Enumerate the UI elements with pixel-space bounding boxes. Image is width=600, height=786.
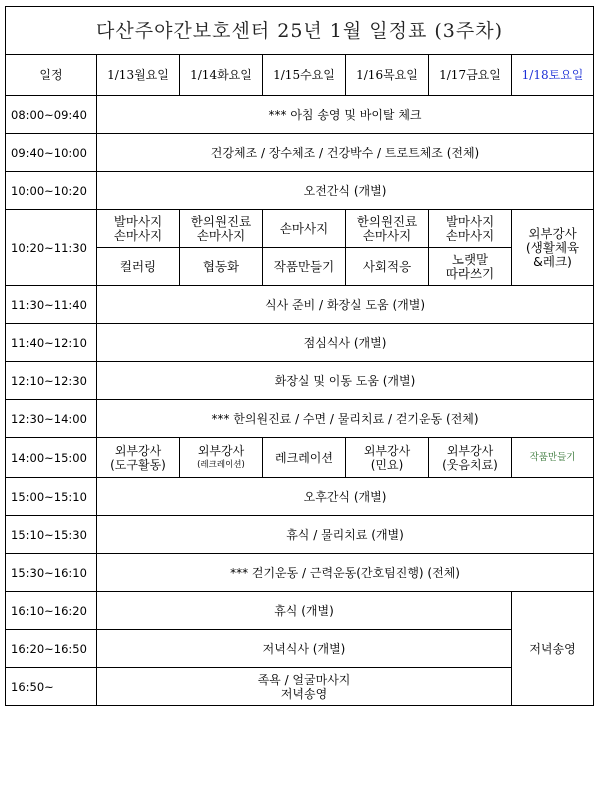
header-day-sat: 1/18토요일 bbox=[512, 55, 594, 96]
activity-cell-mon: 외부강사 (도구활동) bbox=[97, 438, 180, 478]
header-label: 일정 bbox=[6, 55, 97, 96]
schedule-sheet bbox=[5, 6, 594, 706]
activity-cell-fri: 노랫말 따라쓰기 bbox=[429, 248, 512, 286]
activity-cell-tue: 한의원진료 손마사지 bbox=[180, 210, 263, 248]
activity-cell: 화장실 및 이동 도움 (개별) bbox=[97, 362, 594, 400]
time-cell: 10:20~11:30 bbox=[6, 210, 97, 286]
activity-cell: *** 아침 송영 및 바이탈 체크 bbox=[97, 96, 594, 134]
activity-cell-wed: 손마사지 bbox=[263, 210, 346, 248]
time-cell: 15:10~15:30 bbox=[6, 516, 97, 554]
header-day-tue: 1/14화요일 bbox=[180, 55, 263, 96]
schedule-table bbox=[5, 6, 594, 706]
activity-cell: 족욕 / 얼굴마사지 저녁송영 bbox=[97, 668, 512, 706]
time-cell: 16:10~16:20 bbox=[6, 592, 97, 630]
time-cell: 08:00~09:40 bbox=[6, 96, 97, 134]
time-cell: 16:50~ bbox=[6, 668, 97, 706]
activity-cell-sat: 작품만들기 bbox=[512, 438, 594, 478]
activity-cell: 휴식 / 물리치료 (개별) bbox=[97, 516, 594, 554]
time-cell: 11:40~12:10 bbox=[6, 324, 97, 362]
activity-cell: 저녁식사 (개별) bbox=[97, 630, 512, 668]
activity-cell: 오후간식 (개별) bbox=[97, 478, 594, 516]
activity-cell: *** 걷기운동 / 근력운동(간호팀진행) (전체) bbox=[97, 554, 594, 592]
activity-cell: 오전간식 (개별) bbox=[97, 172, 594, 210]
activity-cell-sat-evening: 저녁송영 bbox=[512, 592, 594, 706]
header-day-wed: 1/15수요일 bbox=[263, 55, 346, 96]
activity-cell-mon: 컬러링 bbox=[97, 248, 180, 286]
activity-cell-mon: 발마사지 손마사지 bbox=[97, 210, 180, 248]
page-title: 다산주야간보호센터 25년 1월 일정표 (3주차) bbox=[6, 7, 594, 55]
activity-cell: 식사 준비 / 화장실 도움 (개별) bbox=[97, 286, 594, 324]
time-cell: 15:00~15:10 bbox=[6, 478, 97, 516]
activity-cell-tue: 협동화 bbox=[180, 248, 263, 286]
header-day-fri: 1/17금요일 bbox=[429, 55, 512, 96]
activity-cell-wed: 레크레이션 bbox=[263, 438, 346, 478]
time-cell: 10:00~10:20 bbox=[6, 172, 97, 210]
activity-cell-tue: 외부강사 (레크레이션) bbox=[180, 438, 263, 478]
time-cell: 15:30~16:10 bbox=[6, 554, 97, 592]
activity-cell-thu: 외부강사 (민요) bbox=[346, 438, 429, 478]
time-cell: 11:30~11:40 bbox=[6, 286, 97, 324]
activity-cell: 건강체조 / 장수체조 / 건강박수 / 트로트체조 (전체) bbox=[97, 134, 594, 172]
activity-cell: 점심식사 (개별) bbox=[97, 324, 594, 362]
activity-cell-fri: 발마사지 손마사지 bbox=[429, 210, 512, 248]
header-day-mon: 1/13월요일 bbox=[97, 55, 180, 96]
time-cell: 09:40~10:00 bbox=[6, 134, 97, 172]
time-cell: 14:00~15:00 bbox=[6, 438, 97, 478]
activity-cell: 휴식 (개별) bbox=[97, 592, 512, 630]
activity-cell-fri: 외부강사 (웃음치료) bbox=[429, 438, 512, 478]
header-day-thu: 1/16목요일 bbox=[346, 55, 429, 96]
time-cell: 16:20~16:50 bbox=[6, 630, 97, 668]
time-cell: 12:30~14:00 bbox=[6, 400, 97, 438]
activity-cell-thu: 사회적응 bbox=[346, 248, 429, 286]
activity-cell-wed: 작품만들기 bbox=[263, 248, 346, 286]
activity-cell: *** 한의원진료 / 수면 / 물리치료 / 걷기운동 (전체) bbox=[97, 400, 594, 438]
time-cell: 12:10~12:30 bbox=[6, 362, 97, 400]
activity-cell-thu: 한의원진료 손마사지 bbox=[346, 210, 429, 248]
activity-cell-sat: 외부강사 (생활체육 &레크) bbox=[512, 210, 594, 286]
